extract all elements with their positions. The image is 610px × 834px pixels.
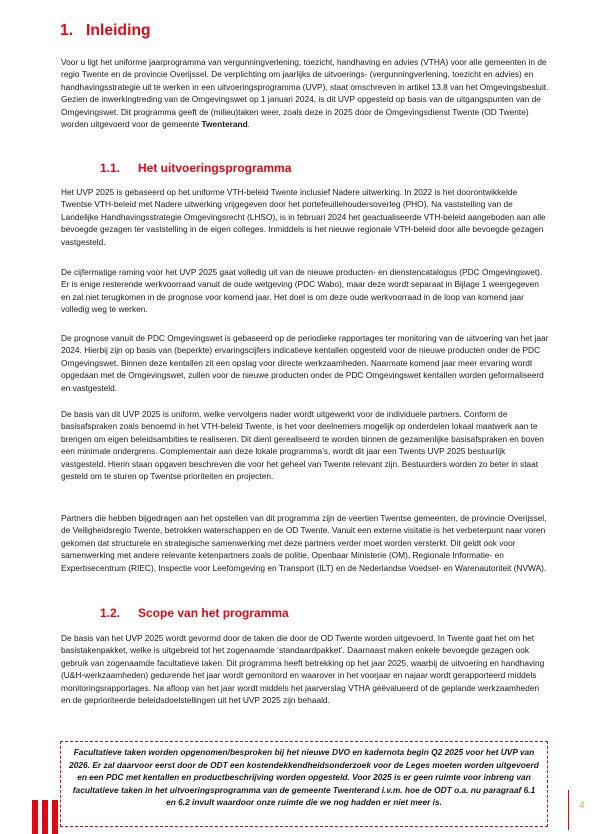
section-number: 1.1. [100,161,121,175]
intro-end: . [247,119,251,130]
section-title: Scope van het programma [138,606,289,620]
intro-municipality: Twenterand [201,119,248,130]
section1-paragraph-1: Het UVP 2025 is gebaseerd op het uniforme VTH-beleid Twente inclusief Nadere uitwerking. In 2022 is het doorontwikkelde Twentse VTH-beleid met Nadere uitwerking vrijgegeven door het portefeuillehoudersoverleg (PHO). Na vaststelling van de Landelijke Handhavingsstrategie Omgevingsrecht (LHSO), is in februari 2024 het geactualiseerde VTH-beleid aangeboden aan alle bevoegde gezagen ter vaststelling in de eigen colleges. Inmiddels is het nieuwe regionale VTH-beleid door alle bevoegde gezagen vastgesteld. [61,187,546,247]
section1-paragraph-4: De basis van dit UVP 2025 is uniform, welke vervolgens nader wordt uitgewerkt voor de individuele partners. Conform de basisafspraken zoals benoemd in het VTH-beleid Twente, is het voor deelnemers mogelijk op onderdelen lokaal maatwerk aan te brengen om eigen beleidsambities te realiseren. Dit dient gerealiseerd te worden binnen de gezamenlijke basisafspraken en boven een minimale ondergrens. Complementair aan deze lokale programma’s, wordt dit jaar een Twents UVP 2025 bestuurlijk vastgesteld. Hierin staan opgaven beschreven die voor het geheel van Twente relevant zijn. Bestuurders worden zo beter in staat gesteld om te sturen op Twentse prioriteiten en projecten. [61,409,544,482]
section1-paragraph-3: De prognose vanuit de PDC Omgevingswet is gebaseerd op de periodieke rapportages ter monitoring van de uitvoering van het jaar 2024. Hierbij zijn op basis van (beperkte) ervaringscijfers indicatieve kentallen opgesteld voor de nieuwe producten onder de PDC Omgevingswet. Binnen deze kentallen zit een opslag voor directe werkzaamheden. Naarmate komend jaar meer ervaring wordt opgedaan met de Omgevingswet, zullen voor de nieuwe producten onder de PDC Omgevingswet kentallen worden geformaliseerd en vastgesteld. [61,333,549,393]
intro-text: Voor u ligt het uniforme jaarprogramma van vergunningverlening, toezicht, handhaving en advies (VTHA) voor alle gemeenten in de regio Twente en de provincie Overijssel. De verplichting om jaarlijks de uitvoerings- (vergunningverlening, toezicht en advies) en handhavingsstrategie uit te werken in een uitvoeringsprogramma (UVP), staat omschreven in artikel 13.8 van het Omgevingsbesluit. Gezien de inwerkingtreding van de Omgevingswet op 1 januari 2024, is dit UVP opgesteld op basis van de uitgangspunten van de Omgevingswet. Dit programma geeft de (milieu)taken weer, zoals deze in 2025 door de Omgevingsdienst Twente (OD Twente) worden uitgevoerd voor de gemeente [61,57,549,130]
section-heading-1-1 [100,161,291,175]
section1-paragraph-2: De cijfermatige raming voor het UVP 2025 gaat volledig uit van de nieuwe producten- en dienstencatalogus (PDC Omgevingswet). Er is enige resterende werkvoorraad vanuit de oude wetgeving (PDC Wabo), maar deze wordt separaat in Bijlage 1 weergegeven en zal niet terugkomen in de prognose voor komend jaar. Het doel is om deze oude werkvoorraad in de loop van komend jaar volledig weg te werken. [61,267,543,315]
chapter-heading [60,22,151,40]
footer-decoration [32,800,72,834]
section-number: 1.2. [100,606,121,620]
page-number: 4 [579,800,585,810]
section-heading-1-2 [100,606,289,620]
chapter-number: 1. [60,22,74,39]
page-number-rule [568,790,569,830]
footer-bar [42,800,48,834]
chapter-title: Inleiding [86,22,151,39]
section-title: Het uitvoeringsprogramma [138,161,292,175]
footer-bar [52,800,58,834]
section2-paragraph-1: De basis van het UVP 2025 wordt gevormd door de taken die door de OD Twente worden uitgevoerd. In Twente gaat het om het basistakenpakket, welke is uitgebreid tot het zogenaamde ‘standaardpakket’. Daarnaast maken enkele bevoegde gezagen ook gebruik van zogenaamde facultatieve taken. Dit programma heeft betrekking op het jaar 2025, waarbij de uitvoering en handhaving (U&H-werkzaamheden) gedurende het jaar wordt gemonitord en waarover in het voorjaar en najaar wordt gerapporteerd middels monitoringsrapportages. Na afloop van het jaar wordt middels het jaarverslag VTHA geëvalueerd of de geplande werkzaamheden en de geprioriteerde beleidsdoelstellingen uit het UVP 2025 zijn behaald. [61,633,545,706]
note-box: Facultatieve taken worden opgenomen/besproken bij het nieuwe DVO en kadernota begin Q2 2025 voor het UVP van 2026. Er zal daarvoor eerst door de ODT een kostendekkendheidsonderzoek voor de Leges moeten worden uitgevoerd en een PDC met kentallen en productbeschrijving worden opgesteld. Voor 2025 is er geen ruimte voor inbreng van facultatieve taken in het uitvoeringsprogramma van de gemeente Twenterand i.v.m. hoe de ODT o.a. nu paragraaf 6.1 en 6.2 invult waardoor onze ruimte die we nog hadden er niet meer is. [60,741,548,827]
section1-paragraph-5: Partners die hebben bijgedragen aan het opstellen van dit programma zijn de veertien Twentse gemeenten, de provincie Overijssel, de Veiligheidsregio Twente, betrokken waterschappen en de OD Twente. Vanuit een externe visitatie is het verbeterpunt naar voren gekomen dat structurele en strategische samenwerking met deze partners verder moet worden versterkt. Dit geldt ook voor samenwerking met andere relevante ketenpartners zoals de politie, Openbaar Ministerie (OM), Regionale Informatie- en Expertisecentrum (RIEC), Inspectie voor Leefomgeving en Transport (ILT) en de Nederlandse Voedsel- en Warenautoriteit (NVWA). [61,513,547,573]
intro-paragraph [61,56,550,131]
footer-bar [32,800,38,834]
